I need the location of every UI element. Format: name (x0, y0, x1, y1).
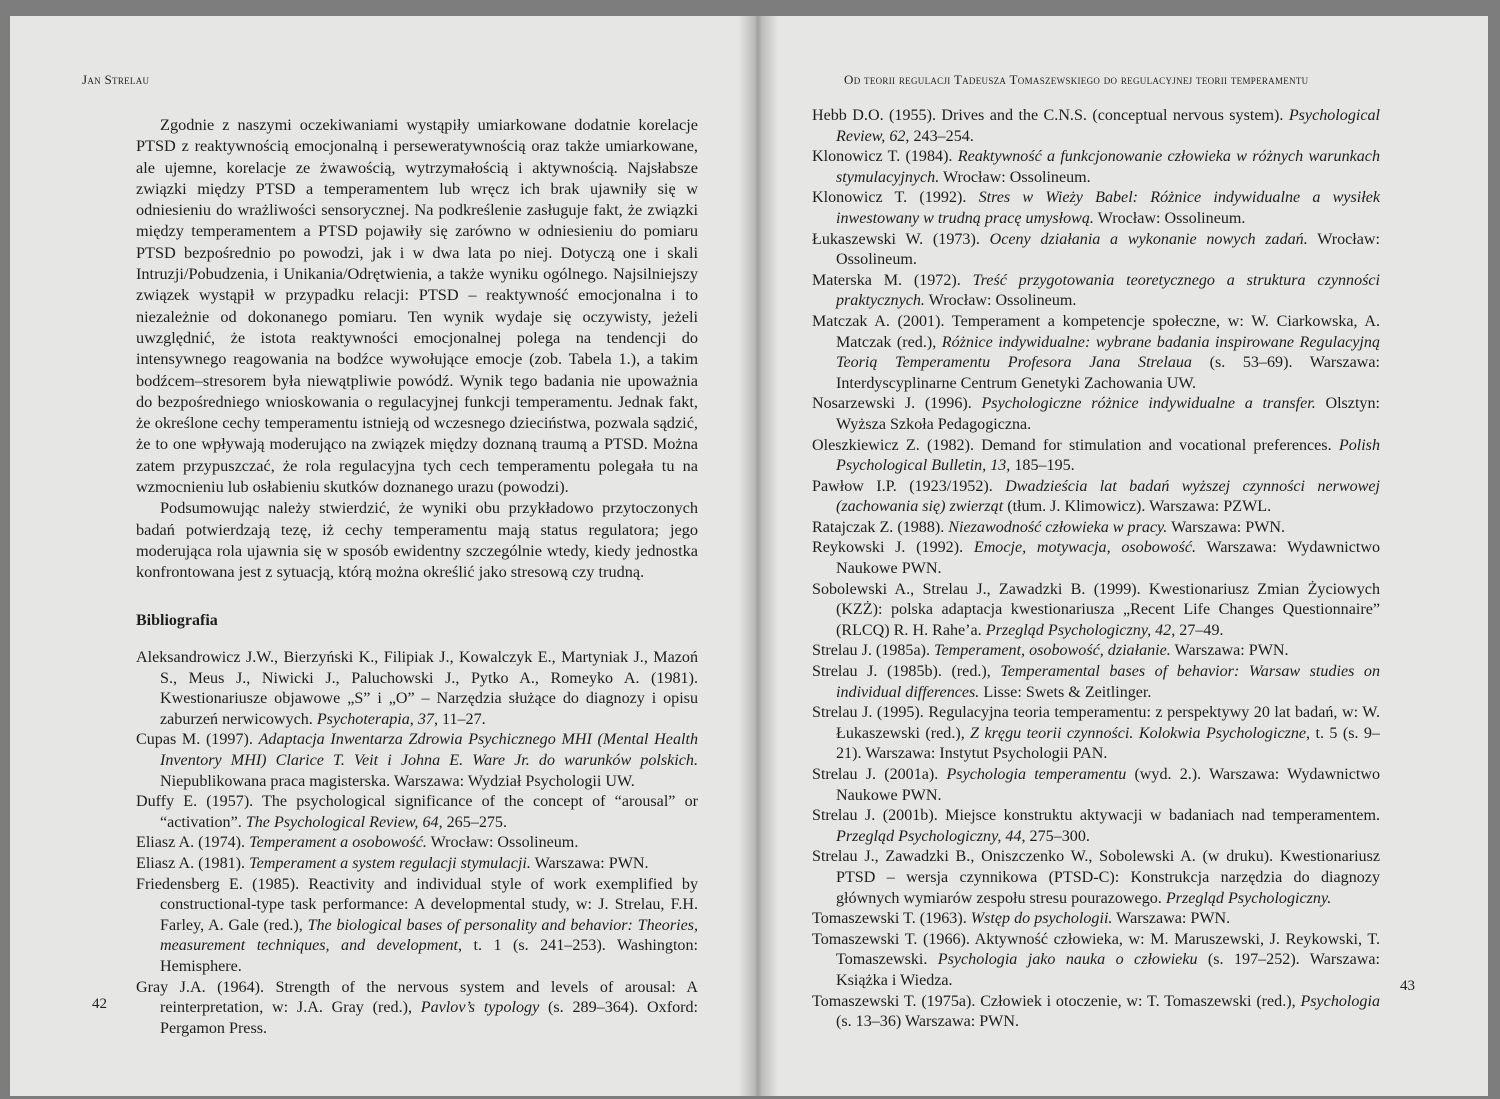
reference-text: Warszawa: PWN. (1167, 518, 1286, 536)
reference-text: Warszawa: Wydawnictwo Naukowe PWN. (836, 539, 1380, 578)
reference-entry (812, 580, 1380, 642)
reference-text: Friedensberg E. (1985). Reactivity and individual style of work exemplified by constructional-type task performance: A developmental study, w: J. Strelau, F.H. Farley, A. Gale (red.), (136, 875, 698, 934)
reference-entry (812, 436, 1380, 477)
reference-title: Stres w Wieży Babel: Różnice indywidualne a wysiłek inwestowany w trudną pracę umysłową. (836, 189, 1380, 227)
reference-text: (s. 13–36) Warszawa: PWN. (836, 1013, 1019, 1031)
reference-entry (812, 847, 1380, 909)
reference-text: Gray J.A. (1964). Strength of the nervous system and levels of arousal: A reinterpretation, w: J.A. Gray (red.), (136, 978, 698, 1017)
reference-title: Adaptacja Inwentarza Zdrowia Psychicznego MHI (Mental Health Inventory MHI) Clarice T. Veit i Johna E. Ware Jr. do warunków polskich. (160, 731, 698, 769)
reference-text: Strelau J. (2001a). (812, 766, 947, 783)
reference-title: Psychologia jako nauka o człowieku (937, 951, 1198, 969)
right-page (750, 16, 1488, 1096)
reference-entry (136, 854, 698, 875)
reference-text: (tłum. J. Klimowicz). Warszawa: PZWL. (1003, 498, 1272, 516)
reference-text: Wrocław: Ossolineum. (426, 834, 579, 852)
reference-text: , t. 1 (s. 241–253). Washington: Hemisphere. (160, 937, 698, 975)
reference-text: Cupas M. (1997). (136, 731, 259, 749)
reference-text: (s. 53–69). Warszawa: Interdyscyplinarne Centrum Genetyki Zachowania UW. (836, 354, 1380, 392)
reference-text: Aleksandrowicz J.W., Bierzyński K., Filipiak J., Kowalczyk E., Martyniak J., Mazoń S., Meus J., Niwicki J., Paluchowski J., Pytko A., Romeyko A. (1981). Kwestionariusze objawowe „S” i „O” – Narzędzia służące do diagnozy i opisu zaburzeń nerwicowych. (136, 649, 698, 728)
reference-title: Psychologia (1300, 992, 1380, 1010)
reference-text: Warszawa: PWN. (530, 854, 649, 872)
reference-text: Niepublikowana praca magisterska. Warszawa: Wydział Psychologii UW. (160, 772, 635, 790)
reference-text: , 275–300. (1021, 827, 1090, 845)
reference-title: Przegląd Psychologiczny. (1165, 889, 1332, 907)
reference-text: Eliasz A. (1974). (136, 834, 250, 852)
running-head-left: Jan Strelau (82, 72, 150, 87)
reference-text: , 243–254. (905, 127, 974, 145)
reference-text: Klonowicz T. (1984). (812, 148, 958, 166)
paragraph-1: Zgodnie z naszymi oczekiwaniami wystąpiły umiarkowane dodatnie korelacje PTSD z reaktywnością emocjonalną i perseweratywnością oraz także umiarkowane, ale ujemne, korelacje ze żwawością, wytrzymałością i aktywnością. Najsłabsze związki między PTSD a temperamentem lub wręcz ich brak ujawniły się w odniesieniu do wrażliwości sensorycznej. Na podkreślenie zasługuje fakt, że związki między temperamentem a PTSD pojawiły się zarówno w odniesieniu do pomiaru PTSD bezpośrednio po powodzi, jak i w dwa lata po niej. Dotyczą one i skali Intruzji/Pobudzenia, i Unikania/Odrętwienia, a także wyniku ogólnego. Najsilniejszy związek wystąpił w przypadku relacji: PTSD – reaktywność emocjonalna i to niezależnie od dokonanego pomiaru. Ten wynik wydaje się oczywisty, jeżeli uwzględnić, że istota reaktywności emocjonalnej polega na tendencji do intensywnego reagowania na bodźce wywołujące emocje (zob. Tabela 1.), a takim bodźcem–stresorem była niewątpliwie powódź. Wynik tego badania nie upoważnia do bezpośredniego wnioskowania o regulacyjnej funkcji temperamentu. Jednak fakt, że określone cechy temperamentu istnieją od wczesnego dzieciństwa, pozwala sądzić, że to one wpływają moderująco na związek między doznaną traumą a PTSD. Można zatem przypuszczać, że rola regulacyjna tych cech temperamentu polegała tu na wzmocnieniu lub osłabieniu skutków doznanego urazu (powodzi). (136, 115, 698, 497)
reference-entry (812, 312, 1380, 394)
reference-entry (136, 730, 698, 792)
reference-entry (812, 106, 1380, 147)
reference-text: , 185–195. (1006, 457, 1075, 475)
reference-title: Treść przygotowania teoretycznego a struktura czynności praktycznych. (836, 271, 1380, 310)
bibliography-list-right (812, 106, 1380, 1033)
reference-title: Dwadzieścia lat badań wyższej czynności nerwowej (zachowania się) zwierząt (836, 477, 1380, 516)
reference-text: Strelau J. (1995). Regulacyjna teoria temperamentu: z perspektywy 20 lat badań, w: W. Łukaszewski (red.), (812, 704, 1380, 742)
reference-text: Oleszkiewicz Z. (1982). Demand for stimulation and vocational preferences. (812, 436, 1339, 454)
reference-text: , 27–49. (1171, 621, 1224, 639)
reference-text: Wrocław: Ossolineum. (924, 292, 1077, 310)
reference-entry (812, 909, 1380, 930)
reference-text: Wrocław: Ossolineum. (1093, 209, 1246, 227)
reference-entry (812, 230, 1380, 271)
reference-text: Reykowski J. (1992). (812, 539, 974, 557)
page-number-left: 42 (92, 996, 107, 1012)
reference-title: Psychoterapia, 37 (316, 710, 434, 728)
reference-entry (812, 538, 1380, 579)
running-head-right: Od teorii regulacji Tadeusza Tomaszewskiego do regulacyjnej teorii temperamentu (844, 72, 1309, 87)
reference-title: Psychologiczne różnice indywidualne a transfer. (981, 395, 1316, 413)
paragraph-2: Podsumowując należy stwierdzić, że wyniki obu przykładowo przytoczonych badań potwierdzają tezę, iż cechy temperamentu mają status regulatora; jego moderująca rola ujawnia się w sposób ewidentny szczególnie wtedy, kiedy jednostka konfrontowana jest z sytuacją, którą można określić jako stresową czy trudną. (136, 498, 698, 582)
reference-text: (s. 289–364). Oxford: Pergamon Press. (160, 999, 698, 1037)
reference-title: Wstęp do psychologii. (970, 910, 1113, 928)
book-spread (10, 16, 1488, 1096)
reference-title: Temperamental bases of behavior: Warsaw studies on individual differences. (836, 663, 1380, 701)
reference-text: Hebb D.O. (1955). Drives and the C.N.S. (conceptual nervous system). (812, 107, 1289, 124)
reference-title: Niezawodność człowieka w pracy. (948, 518, 1168, 536)
reference-entry (812, 641, 1380, 662)
reference-text: Ratajczak Z. (1988). (812, 518, 949, 536)
reference-text: Olsztyn: Wyższa Szkoła Pedagogiczna. (836, 395, 1380, 433)
reference-entry (812, 703, 1380, 765)
reference-entry (812, 518, 1380, 539)
reference-entry (136, 792, 698, 833)
reference-entry (812, 477, 1380, 518)
reference-entry (812, 930, 1380, 992)
reference-title: Psychological Review, 62 (836, 107, 1380, 145)
reference-title: Temperament a system regulacji stymulacji. (249, 854, 531, 872)
reference-text: Lisse: Swets & Zeitlinger. (979, 683, 1152, 701)
reference-entry (812, 188, 1380, 229)
reference-text: , 11–27. (433, 710, 486, 728)
reference-title: Temperament, osobowość, działanie. (934, 642, 1171, 660)
reference-entry (136, 978, 698, 1040)
reference-entry (136, 833, 698, 854)
reference-text: Matczak A. (2001). Temperament a kompetencje społeczne, w: W. Ciarkowska, A. Matczak (red.), (812, 312, 1380, 351)
reference-text: Klonowicz T. (1992). (812, 189, 979, 207)
reference-title: Reaktywność a funkcjonowanie człowieka w różnych warunkach stymulacyjnych. (836, 148, 1380, 186)
reference-text: Łukaszewski W. (1973). (812, 230, 990, 248)
left-page (10, 16, 748, 1096)
reference-entry (812, 394, 1380, 435)
reference-text: Strelau J. (1985b). (red.), (812, 663, 1001, 681)
reference-title: Przegląd Psychologiczny, 44 (836, 827, 1022, 845)
reference-text: Strelau J., Zawadzki B., Oniszczenko W., Sobolewski A. (w druku). Kwestionariusz PTSD – wersja czynnikowa (PTSD-C): Konstrukcja narzędzia do diagnozy głównych wymiarów zespołu stresu pourazowego. (812, 848, 1380, 907)
reference-text: Tomaszewski T. (1963). (812, 910, 971, 928)
reference-text: , 265–275. (438, 813, 507, 831)
reference-title: Emocje, motywacja, osobowość. (973, 539, 1197, 557)
reference-title: Oceny działania a wykonanie nowych zadań. (989, 230, 1308, 248)
reference-text: Warszawa: PWN. (1170, 642, 1289, 660)
reference-entry (812, 806, 1380, 847)
reference-text: Warszawa: PWN. (1112, 910, 1231, 928)
reference-title: Psychologia temperamentu (946, 766, 1127, 783)
reference-text: , t. 5 (s. 9–21). Warszawa: Instytut Psychologii PAN. (836, 724, 1380, 763)
reference-text: Nosarzewski J. (1996). (812, 395, 982, 413)
reference-text: Pawłow I.P. (1923/1952). (812, 477, 1006, 495)
body-text (136, 114, 698, 583)
reference-text: Wrocław: Ossolineum. (939, 168, 1091, 186)
reference-entry (136, 648, 698, 730)
reference-text: Sobolewski A., Strelau J., Zawadzki B. (1999). Kwestionariusz Zmian Życiowych (KZŻ): polska adaptacja kwestionariusza „Recent Life Changes Questionnaire” (RLCQ) R. H. Rahe’a. (812, 580, 1380, 639)
reference-text: Tomaszewski T. (1966). Aktywność człowieka, w: M. Maruszewski, J. Reykowski, T. Tomaszewski. (812, 930, 1380, 969)
reference-entry (812, 992, 1380, 1033)
reference-title: Różnice indywidualne: wybrane badania inspirowane Regulacyjną Teorią Temperamentu Profesora Jana Strelaua (836, 333, 1380, 372)
reference-text: Materska M. (1972). (812, 271, 973, 289)
reference-entry (812, 765, 1380, 806)
reference-text: (s. 197–252). Warszawa: Książka i Wiedza. (836, 951, 1380, 989)
reference-text: Wrocław: Ossolineum. (836, 230, 1381, 269)
reference-text: Duffy E. (1957). The psychological significance of the concept of “arousal” or “activation”. (136, 793, 698, 831)
reference-entry (812, 271, 1380, 312)
reference-entry (812, 147, 1380, 188)
reference-title: Polish Psychological Bulletin, 13 (836, 436, 1380, 475)
reference-text: Tomaszewski T. (1975a). Człowiek i otoczenie, w: T. Tomaszewski (red.), (812, 992, 1301, 1010)
reference-title: Przegląd Psychologiczny, 42 (985, 621, 1172, 639)
reference-text: Strelau J. (2001b). Miejsce konstruktu aktywacji w badaniach nad temperamentem. (812, 807, 1380, 825)
reference-title: Z kręgu teorii czynności. Kolokwia Psychologiczne (970, 724, 1307, 742)
bibliography-list-left (136, 648, 698, 1039)
reference-title: The Psychological Review, 64 (245, 813, 439, 831)
reference-text: Eliasz A. (1981). (136, 854, 250, 872)
reference-entry (812, 662, 1380, 703)
reference-text: Strelau J. (1985a). (812, 642, 935, 660)
reference-text: (wyd. 2.). Warszawa: Wydawnictwo Naukowe PWN. (836, 766, 1380, 804)
bibliography-heading: Bibliografia (136, 612, 218, 629)
page-number-right: 43 (1400, 978, 1415, 994)
reference-title: The biological bases of personality and behavior: Theories, measurement techniques, and development (160, 916, 698, 955)
reference-title: Pavlov’s typology (420, 999, 540, 1017)
reference-title: Temperament a osobowość. (249, 834, 427, 852)
reference-entry (136, 875, 698, 978)
